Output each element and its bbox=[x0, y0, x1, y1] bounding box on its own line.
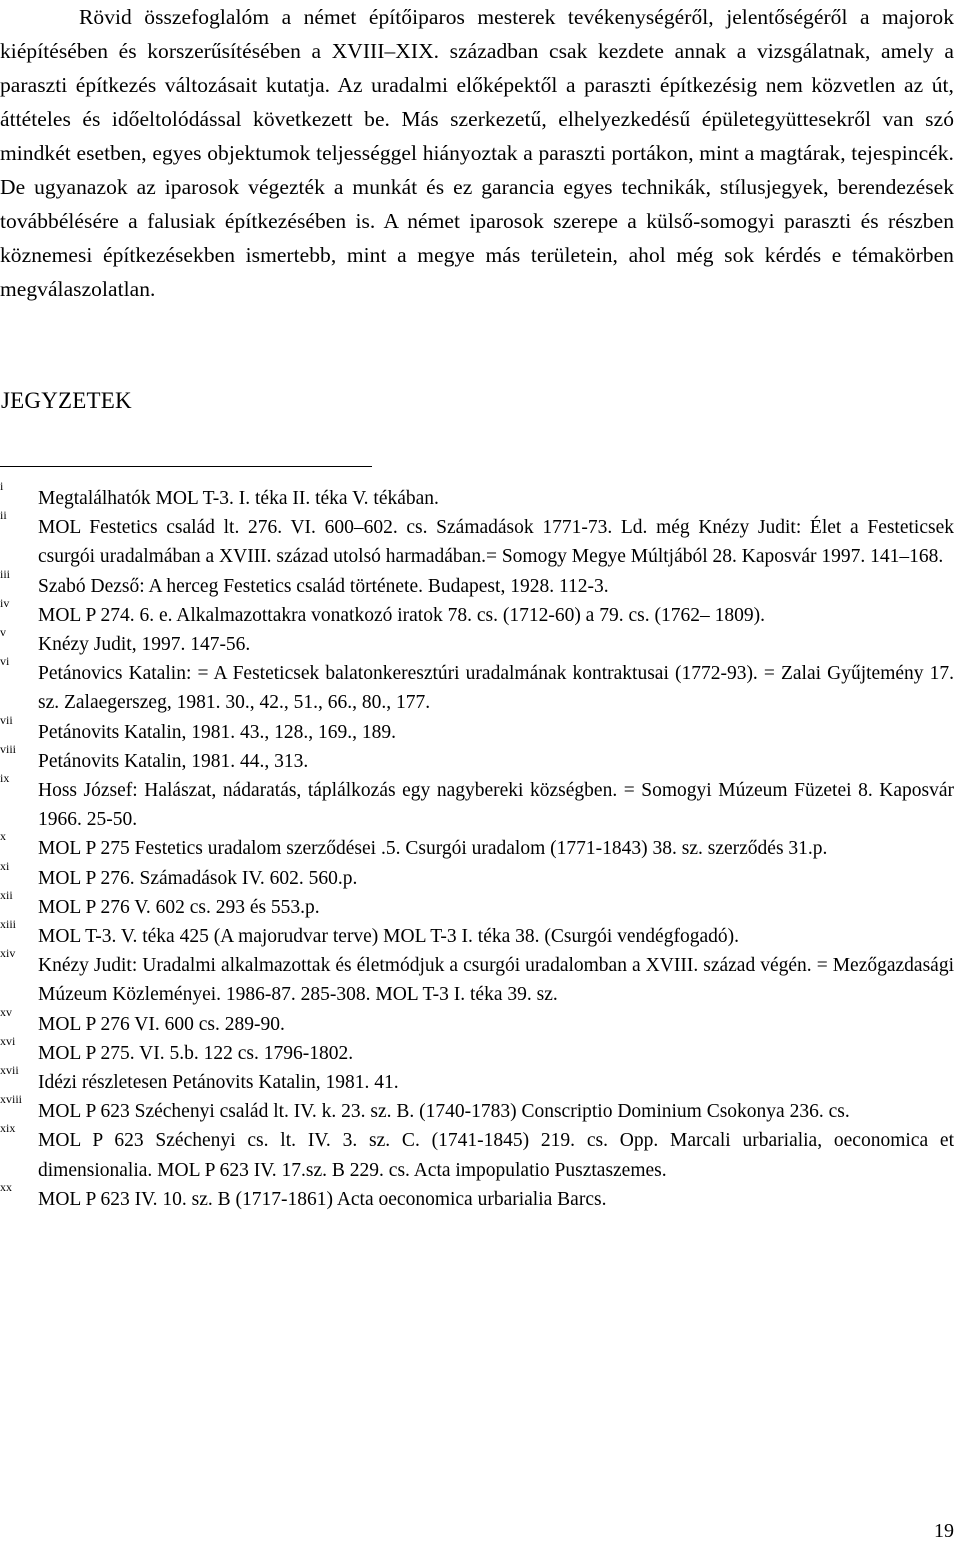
note-text: MOL P 276 VI. 600 cs. 289-90. bbox=[38, 1013, 285, 1035]
note-text: Hoss József: Halászat, nádaratás, táplálkozás egy nagybereki községben. = Somogyi Múzeum Füzetei 8. Kaposvár 1966. 25-50. bbox=[38, 780, 954, 831]
note-marker: xv bbox=[0, 1004, 12, 1019]
note-item bbox=[0, 712, 954, 747]
note-marker: ii bbox=[0, 508, 7, 523]
note-marker: xi bbox=[0, 858, 10, 873]
footnote-separator bbox=[0, 466, 372, 467]
note-item bbox=[0, 946, 954, 1009]
note-text: Megtalálhatók MOL T-3. I. téka II. téka V. tékában. bbox=[38, 488, 439, 509]
note-text: MOL P 275. VI. 5.b. 122 cs. 1796-1802. bbox=[38, 1042, 354, 1064]
note-marker: vii bbox=[0, 712, 13, 727]
note-item bbox=[0, 917, 954, 951]
note-item bbox=[0, 595, 954, 630]
note-item bbox=[0, 1121, 954, 1184]
note-text: MOL P 623 IV. 10. sz. B (1717-1861) Acta oeconomica urbarialia Barcs. bbox=[38, 1188, 607, 1210]
note-marker: xviii bbox=[0, 1092, 23, 1107]
note-text: Petánovits Katalin, 1981. 43., 128., 169., 189. bbox=[38, 721, 397, 743]
note-text: MOL P 276 V. 602 cs. 293 és 553.p. bbox=[38, 896, 320, 918]
note-text: MOL P 276. Számadások IV. 602. 560.p. bbox=[38, 867, 358, 889]
note-item bbox=[0, 771, 954, 834]
note-item bbox=[0, 1179, 954, 1214]
note-marker: ix bbox=[0, 771, 10, 786]
note-item bbox=[0, 1004, 954, 1039]
note-text: MOL P 623 Széchenyi család lt. IV. k. 23. sz. B. (1740-1783) Conscriptio Dominium Csokonya 236. cs. bbox=[38, 1101, 850, 1123]
note-marker: iv bbox=[0, 595, 10, 610]
note-marker: xvi bbox=[0, 1033, 16, 1048]
note-marker: xiv bbox=[0, 946, 16, 961]
note-item bbox=[0, 1033, 954, 1068]
note-marker: xx bbox=[0, 1179, 12, 1194]
note-text: MOL P 274. 6. e. Alkalmazottakra vonatkozó iratok 78. cs. (1712-60) a 79. cs. (1762– 1809). bbox=[38, 604, 765, 626]
note-item bbox=[0, 829, 954, 863]
note-item bbox=[0, 566, 954, 601]
note-text: Petánovics Katalin: = A Festeticsek balatonkeresztúri uradalmának kontraktusai (1772-93). = Zalai Gyűjtemény 17. sz. Zalaegerszeg, 1981. 30., 42., 51., 66., 80., 177. bbox=[38, 663, 954, 714]
note-item bbox=[0, 625, 954, 659]
note-marker: x bbox=[0, 829, 6, 844]
note-marker: xix bbox=[0, 1121, 16, 1136]
notes-heading: JEGYZETEK bbox=[1, 388, 132, 413]
note-text: MOL P 623 Széchenyi cs. lt. IV. 3. sz. C. (1741-1845) 219. cs. Opp. Marcali urbarialia, oeconomica et dimensionalia. MOL P 623 IV. 17.sz. B 229. cs. Acta impopulatio Pusztaszemes. bbox=[38, 1130, 954, 1181]
note-text: MOL P 275 Festetics uradalom szerződései .5. Csurgói uradalom (1771-1843) 38. sz. szerződés 31.p. bbox=[38, 838, 828, 860]
note-marker: xiii bbox=[0, 917, 17, 932]
note-text: MOL Festetics család lt. 276. VI. 600–602. cs. Számadások 1771-73. Ld. még Knézy Judit: Élet a Festeticsek csurgói uradalmában a XVIII. század utolsó harmadában.= Somogy Megye Múltjából 28. Kaposvár 1997. 141–168. bbox=[38, 517, 954, 568]
note-text: Knézy Judit: Uradalmi alkalmazottak és életmódjuk a csurgói uradalomban a XVIII. század végén. = Mezőgazdasági Múzeum Közleményei. 1986-87. 285-308. MOL T-3 I. téka 39. sz. bbox=[38, 955, 954, 1006]
note-item bbox=[0, 741, 954, 776]
note-text: Szabó Dezső: A herceg Festetics család története. Budapest, 1928. 112-3. bbox=[38, 575, 609, 597]
note-marker: i bbox=[0, 479, 4, 493]
note-item bbox=[0, 508, 954, 571]
note-item bbox=[0, 858, 954, 893]
note-marker: iii bbox=[0, 566, 11, 581]
note-item bbox=[0, 654, 954, 717]
note-marker: xii bbox=[0, 887, 13, 902]
note-marker: xvii bbox=[0, 1063, 19, 1078]
notes-list bbox=[0, 479, 960, 1214]
note-item bbox=[0, 479, 954, 513]
note-item bbox=[0, 887, 954, 922]
note-item bbox=[0, 1063, 954, 1097]
note-text: Petánovits Katalin, 1981. 44., 313. bbox=[38, 750, 309, 772]
note-marker: v bbox=[0, 625, 6, 640]
page-number: 19 bbox=[934, 1520, 954, 1542]
note-text: Knézy Judit, 1997. 147-56. bbox=[38, 634, 251, 656]
note-marker: viii bbox=[0, 741, 17, 756]
note-marker: vi bbox=[0, 654, 10, 669]
note-text: Idézi részletesen Petánovits Katalin, 1981. 41. bbox=[38, 1072, 399, 1094]
body-paragraph: Rövid összefoglalóm a német építőiparos mesterek tevékenységéről, jelentőségéről a majorok kiépítésében és korszerűsítésében a XVIII–XIX. században csak kezdete annak a vizsgálatnak, amely a paraszti építkezés változásait kutatja. Az uradalmi előképektől a paraszti építkezésig nem közvetlen az út, áttételes és időeltolódással következett be. Más szerkezetű, elhelyezkedésű épületegyüttesekről van szó mindkét esetben, egyes objektumok teljességgel hiányoztak a paraszti portákon, mint a magtárak, tejespincék. De ugyanazok az iparosok végezték a munkát és ez garancia egyes technikák, stílusjegyek, berendezések továbbélésére a falusiak építkezésében is. A német iparosok szerepe a külső-somogyi paraszti és részben köznemesi építkezésekben ismertebb, mint a megye más területein, ahol még sok kérdés e témakörben megválaszolatlan. bbox=[0, 5, 954, 301]
note-item bbox=[0, 1092, 954, 1126]
note-text: MOL T-3. V. téka 425 (A majorudvar terve) MOL T-3 I. téka 38. (Csurgói vendégfogadó). bbox=[38, 926, 739, 948]
